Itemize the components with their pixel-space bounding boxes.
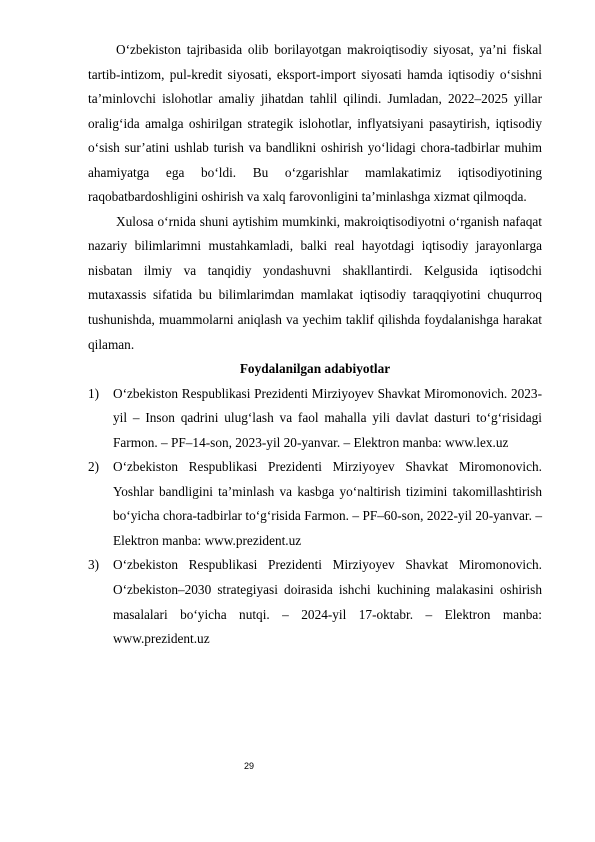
- body-paragraph-2: Xulosa o‘rnida shuni aytishim mumkinki, makroiqtisodiyotni o‘rganish nafaqat nazariy bilimlarimni mustahkamladi, balki real hayotdagi iqtisodiy jarayonlarga nisbatan ilmiy va tanqidiy yondashuvni shakllantirdi. Kelgusida iqtisodchi mutaxassis sifatida bu bilimlarimdan mamlakat iqtisodiy taraqqiyotini chuqurroq tushunishda, muammolarni aniqlash va yechim taklif qilishda foydalanishga harakat qilaman.: [88, 213, 542, 352]
- references-heading: Foydalanilgan adabiyotlar: [239, 361, 391, 377]
- body-paragraph-1: O‘zbekiston tajribasida olib borilayotgan makroiqtisodiy siyosat, ya’ni fiskal tartib-intizom, pul-kredit siyosati, eksport-import siyosati hamda iqtisodiy o‘sishni ta’minlovchi islohotlar amaliy jihatdan tahlil qilindi. Jumladan, 2022–2025 yillar oralig‘ida amalga oshirilgan strategik islohotlar, inflyatsiyani pasaytirish, iqtisodiy o‘sish sur’atini ushlab turish va bandlikni oshirish yo‘lidagi chora-tadbirlar muhim ahamiyatga ega bo‘ldi. Bu o‘zgarishlar mamlakatimiz iqtisodiyotining raqobatbardoshligini oshirish va xalq farovonligini ta’minlashga xizmat qilmoqda.: [88, 42, 542, 205]
- reference-number: 2): [88, 459, 100, 475]
- reference-item-2: [88, 455, 542, 553]
- reference-text: O‘zbekiston Respublikasi Prezidenti Mirziyoyev Shavkat Miromonovich. O‘zbekiston–2030 strategiyasi doirasida ishchi kuchining malakasini oshirish masalalari bo‘yicha nutqi. – 2024-yil 17-oktabr. – Elektron manba: www.prezident.uz: [113, 557, 542, 647]
- reference-text: O‘zbekiston Respublikasi Prezidenti Mirziyoyev Shavkat Miromonovich. 2023-yil – Inson qadrini ulug‘lash va faol mahalla yili davlat dasturi to‘g‘risidagi Farmon. – PF–14-son, 2023-yil 20-yanvar. – Elektron manba: www.lex.uz: [113, 385, 542, 450]
- page-number: 29: [244, 761, 255, 771]
- reference-item-3: [88, 553, 542, 651]
- reference-text: O‘zbekiston Respublikasi Prezidenti Mirziyoyev Shavkat Miromonovich. Yoshlar bandligini ta’minlash va kasbga yo‘naltirish tizimini takomillashtirish bo‘yicha chora-tadbirlar to‘g‘risida Farmon. – PF–60-son, 2022-yil 20-yanvar. – Elektron manba: www.prezident.uz: [113, 459, 542, 548]
- reference-number: 3): [88, 557, 100, 573]
- reference-number: 1): [88, 385, 100, 401]
- references-list: [88, 382, 542, 652]
- reference-item-1: [88, 382, 542, 456]
- document-page: [88, 38, 542, 652]
